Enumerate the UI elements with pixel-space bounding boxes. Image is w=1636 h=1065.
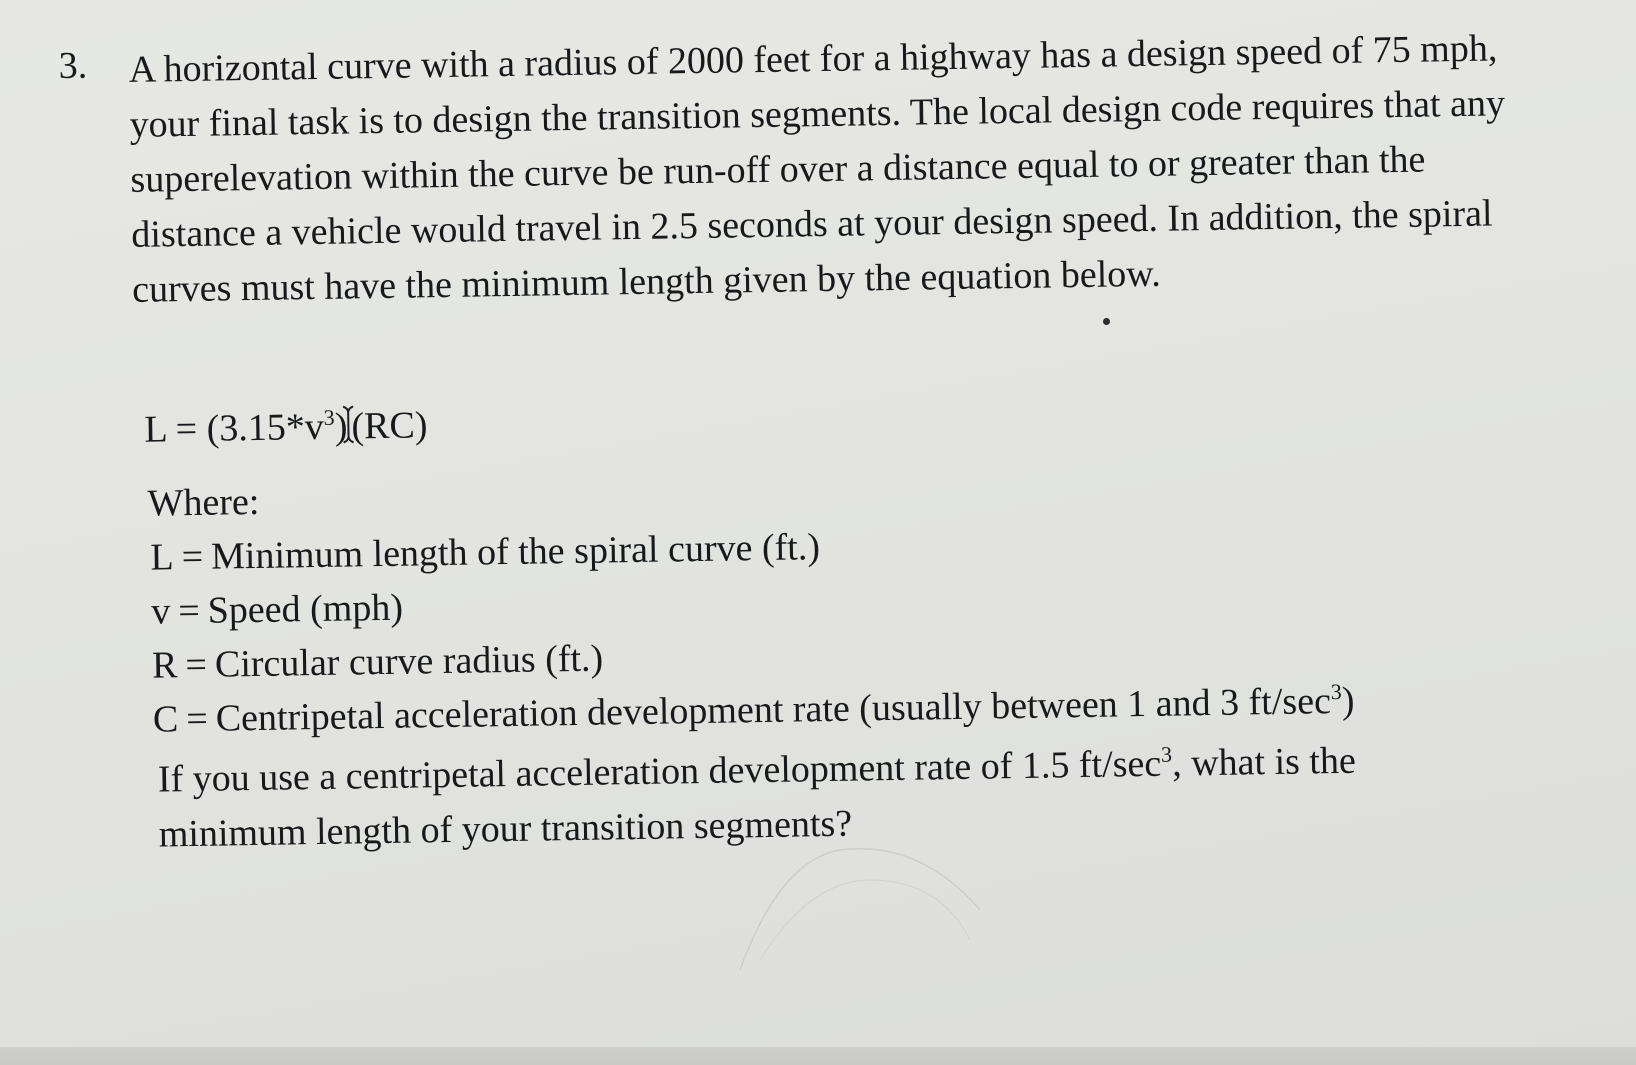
where-label: Where: bbox=[147, 480, 260, 525]
definition-text: Minimum length of the spiral curve (ft.) bbox=[210, 526, 821, 578]
definition-equals: = bbox=[177, 589, 201, 633]
document-content bbox=[58, 0, 1558, 856]
final-question-part1: If you use a centripetal acceleration development rate of 1.5 ft/sec bbox=[157, 742, 1162, 801]
definition-equals: = bbox=[181, 535, 204, 579]
formula-rhs: (RC) bbox=[351, 404, 428, 448]
definition-text: Circular curve radius (ft.) bbox=[214, 637, 604, 686]
formula-lhs: L = (3.15*v bbox=[144, 405, 325, 451]
definition-equals: = bbox=[185, 643, 208, 687]
final-question-part2: , what is the minimum length of your transition segments? bbox=[158, 739, 1357, 856]
definition-tail: ) bbox=[1341, 679, 1355, 722]
definition-symbol: R bbox=[151, 644, 178, 687]
screen-speck bbox=[1103, 318, 1110, 325]
problem-number: 3. bbox=[58, 44, 88, 87]
definition-list bbox=[150, 512, 1355, 747]
definition-symbol: L bbox=[150, 536, 174, 579]
final-question-exponent: 3 bbox=[1160, 741, 1173, 767]
formula-close-paren: ) bbox=[334, 405, 348, 448]
formula-exponent: 3 bbox=[323, 404, 335, 430]
definition-symbol: C bbox=[152, 698, 179, 741]
definition-equals: = bbox=[185, 697, 209, 741]
screen-smudge bbox=[720, 820, 1020, 980]
text-cursor-icon bbox=[341, 404, 356, 444]
formula bbox=[144, 398, 428, 457]
definition-symbol: v bbox=[150, 590, 171, 633]
definition-text: Centripetal acceleration development rate (usually between 1 and 3 ft/sec bbox=[215, 680, 1332, 740]
definition-exponent: 3 bbox=[1330, 678, 1342, 705]
definition-text: Speed (mph) bbox=[207, 586, 404, 632]
screen-bottom-edge bbox=[0, 1047, 1636, 1065]
problem-text: A horizontal curve with a radius of 2000 feet for a highway has a design speed of 75 mph, your final task is to design the transition segments. The local design code requires that any superelevation within the curve be run-off over a distance equal to or greater than the distance a vehicle would travel in 2.5 seconds at your design speed. In addition, the spiral curves must have the minimum length given by the equation below. bbox=[128, 27, 1506, 311]
